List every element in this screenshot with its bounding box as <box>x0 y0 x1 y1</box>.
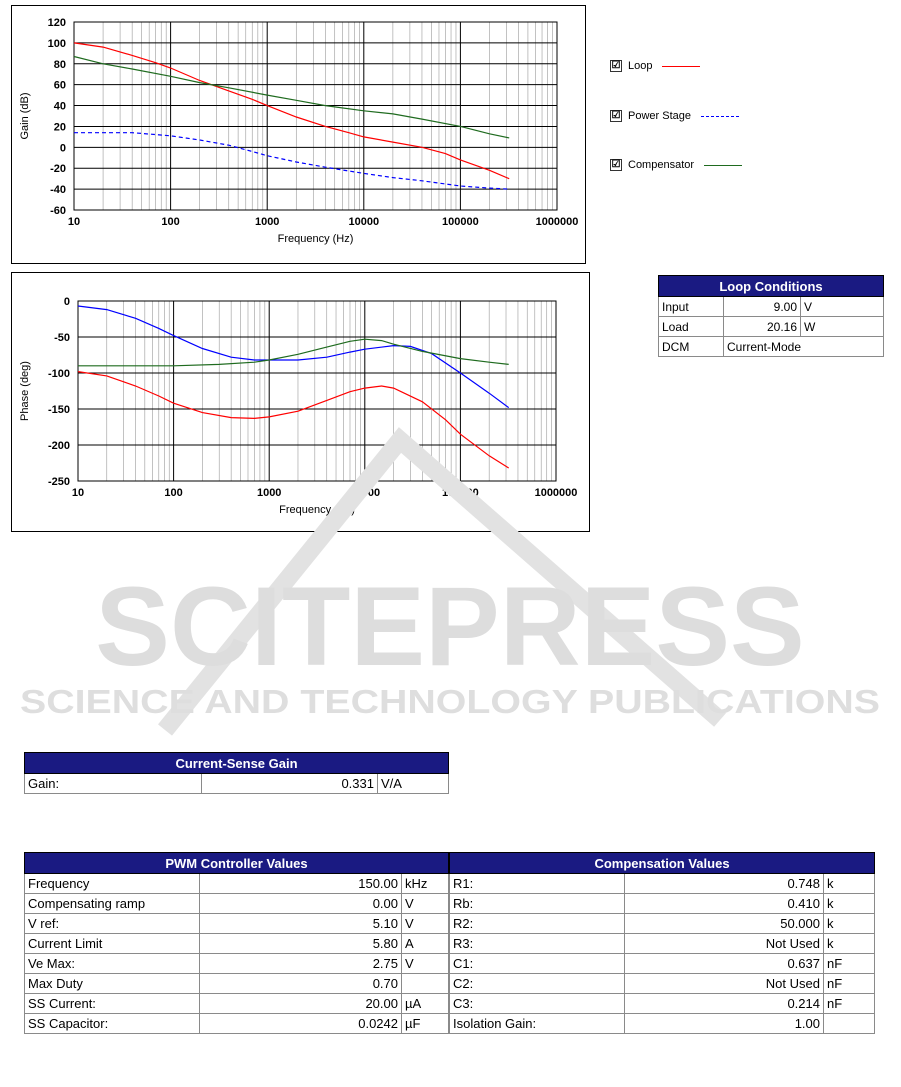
cell-unit: k <box>824 874 875 894</box>
series-line-loop <box>78 372 509 468</box>
current-sense-table <box>24 752 449 794</box>
legend-loop-swatch <box>662 66 700 67</box>
cell-label: Frequency <box>25 874 200 894</box>
cell-value: 0.70 <box>200 974 402 994</box>
compensation-title: Compensation Values <box>450 853 875 874</box>
cell-value: 0.637 <box>625 954 824 974</box>
cell-value: 20.16 <box>724 317 801 337</box>
cell-value: 20.00 <box>200 994 402 1014</box>
current-sense-title: Current-Sense Gain <box>25 753 449 774</box>
legend-power-stage-label: Power Stage <box>628 110 691 122</box>
series-line-loop <box>74 43 509 179</box>
gain-chart-svg <box>12 6 585 263</box>
cell-unit <box>824 1014 875 1034</box>
y-tick-label: 40 <box>53 100 66 113</box>
legend-loop[interactable] <box>610 60 700 72</box>
x-tick-label: 100 <box>164 487 183 499</box>
x-tick-label: 10 <box>71 487 85 499</box>
cell-value: 0.0242 <box>200 1014 402 1034</box>
table-row <box>25 954 449 974</box>
series-line-power-stage <box>74 133 509 189</box>
cell-label: R3: <box>450 934 625 954</box>
x-tick-label: 100 <box>161 216 180 228</box>
table-row <box>659 297 884 317</box>
y-tick-label: 60 <box>53 79 66 92</box>
x-tick-label: 10000 <box>349 487 381 499</box>
y-tick-label: -150 <box>47 404 70 416</box>
legend-power-stage[interactable] <box>610 110 739 122</box>
table-row <box>25 934 449 954</box>
table-row <box>450 994 875 1014</box>
cell-value: 0.214 <box>625 994 824 1014</box>
table-row <box>25 774 449 794</box>
plot-area <box>74 22 557 210</box>
cell-value: 5.10 <box>200 914 402 934</box>
cell-value: Not Used <box>625 974 824 994</box>
cell-unit: V <box>402 914 449 934</box>
cell-unit: nF <box>824 954 875 974</box>
x-axis-label: Frequency (Hz) <box>277 233 354 245</box>
legend-compensator-label: Compensator <box>628 159 695 171</box>
y-tick-label: 100 <box>47 37 66 50</box>
cell-label: Current Limit <box>25 934 200 954</box>
y-tick-label: 0 <box>63 296 70 308</box>
table-row <box>450 874 875 894</box>
y-tick-label: -200 <box>47 440 70 452</box>
cell-label: C2: <box>450 974 625 994</box>
legend-compensator[interactable] <box>610 159 742 171</box>
cell-unit: W <box>801 317 884 337</box>
cell-unit: kHz <box>402 874 449 894</box>
table-row <box>450 974 875 994</box>
table-row <box>25 994 449 1014</box>
x-tick-label: 10000 <box>348 216 380 228</box>
cell-label: R1: <box>450 874 625 894</box>
cell-unit: V <box>801 297 884 317</box>
series-line-power-stage <box>78 306 509 408</box>
cell-label: Input <box>659 297 724 317</box>
table-row <box>450 894 875 914</box>
cell-label: Ve Max: <box>25 954 200 974</box>
cell-unit: k <box>824 894 875 914</box>
cell-unit: k <box>824 914 875 934</box>
compensator-checkbox[interactable]: ☑ <box>611 159 621 170</box>
cell-value: 0.00 <box>200 894 402 914</box>
table-row <box>450 954 875 974</box>
cell-unit: nF <box>824 974 875 994</box>
y-tick-label: 0 <box>59 142 66 155</box>
y-axis-label: Phase (deg) <box>19 361 31 421</box>
table-row <box>25 974 449 994</box>
table-row <box>25 874 449 894</box>
cell-unit: µA <box>402 994 449 1014</box>
x-tick-label: 1000000 <box>535 216 579 228</box>
cell-label: Rb: <box>450 894 625 914</box>
table-row <box>25 894 449 914</box>
cell-label: SS Capacitor: <box>25 1014 200 1034</box>
cell-label: V ref: <box>25 914 200 934</box>
table-row <box>25 1014 449 1034</box>
cell-value: 1.00 <box>625 1014 824 1034</box>
series-line-compensator <box>74 57 509 138</box>
y-tick-label: 80 <box>53 58 66 71</box>
cell-value: 0.748 <box>625 874 824 894</box>
loop-conditions-table <box>658 275 884 357</box>
cell-value: 5.80 <box>200 934 402 954</box>
cell-label: Isolation Gain: <box>450 1014 625 1034</box>
cell-label: DCM <box>659 337 724 357</box>
cell-value: 0.410 <box>625 894 824 914</box>
x-tick-label: 100000 <box>442 216 479 228</box>
cell-label: Load <box>659 317 724 337</box>
cell-value: 50.000 <box>625 914 824 934</box>
gain-chart <box>11 5 586 264</box>
table-row <box>450 914 875 934</box>
y-tick-label: -50 <box>54 332 70 344</box>
cell-label: Compensating ramp <box>25 894 200 914</box>
cell-value: 2.75 <box>200 954 402 974</box>
pwm-table <box>24 852 449 1034</box>
cell-unit: nF <box>824 994 875 1014</box>
cell-label: Max Duty <box>25 974 200 994</box>
watermark-subtitle: SCIENCE AND TECHNOLOGY PUBLICATIONS <box>20 683 880 720</box>
cell-value: Current-Mode <box>724 337 884 357</box>
phase-chart <box>11 272 590 532</box>
cell-unit: V <box>402 894 449 914</box>
cell-value: 9.00 <box>724 297 801 317</box>
y-tick-label: -250 <box>47 476 70 488</box>
table-row <box>659 317 884 337</box>
y-tick-label: -20 <box>50 163 66 176</box>
y-axis-label: Gain (dB) <box>19 92 31 140</box>
x-tick-label: 100000 <box>442 487 479 499</box>
plot-area <box>78 301 556 481</box>
cell-label: C1: <box>450 954 625 974</box>
cell-unit: V <box>402 954 449 974</box>
loop-checkbox[interactable]: ☑ <box>611 60 621 71</box>
x-axis-label: Frequency (Hz) <box>279 504 355 516</box>
y-tick-label: -100 <box>47 368 70 380</box>
cell-label: R2: <box>450 914 625 934</box>
x-tick-label: 1000000 <box>534 487 578 499</box>
table-row <box>450 934 875 954</box>
x-tick-label: 1000 <box>254 216 280 228</box>
loop-conditions-title: Loop Conditions <box>659 276 884 297</box>
cell-unit: µF <box>402 1014 449 1034</box>
cell-value: 150.00 <box>200 874 402 894</box>
legend-loop-label: Loop <box>628 60 653 72</box>
cell-label: C3: <box>450 994 625 1014</box>
table-row <box>25 914 449 934</box>
cell-unit: A <box>402 934 449 954</box>
y-tick-label: -60 <box>50 205 66 217</box>
table-row <box>450 1014 875 1034</box>
y-tick-label: -40 <box>50 184 66 197</box>
table-row <box>659 337 884 357</box>
cell-value: 0.331 <box>202 774 378 794</box>
cell-label: Gain: <box>25 774 202 794</box>
pwm-title: PWM Controller Values <box>25 853 449 874</box>
compensation-table <box>449 852 875 1034</box>
legend-power-stage-swatch <box>701 116 739 117</box>
cell-label: SS Current: <box>25 994 200 1014</box>
cell-unit <box>402 974 449 994</box>
y-tick-label: 20 <box>53 121 66 134</box>
cell-unit: V/A <box>378 774 449 794</box>
legend-compensator-swatch <box>704 165 742 166</box>
power-stage-checkbox[interactable]: ☑ <box>611 110 621 121</box>
x-tick-label: 10 <box>67 216 81 228</box>
cell-value: Not Used <box>625 934 824 954</box>
watermark-title: SCITEPRESS <box>95 564 805 689</box>
cell-unit: k <box>824 934 875 954</box>
phase-chart-svg <box>12 273 589 531</box>
y-tick-label: 120 <box>47 17 66 29</box>
x-tick-label: 1000 <box>256 487 282 499</box>
